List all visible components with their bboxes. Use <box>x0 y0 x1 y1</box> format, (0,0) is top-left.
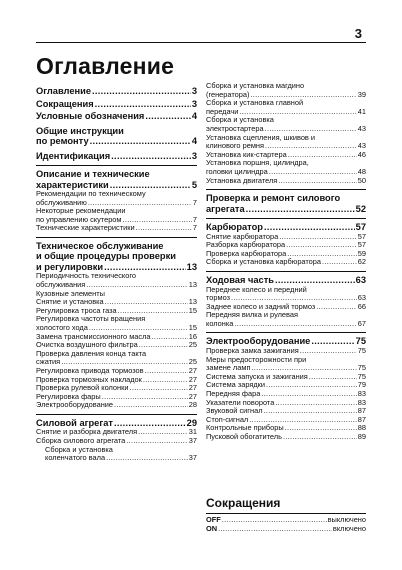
toc-subentry-title: Технические характеристики <box>36 223 135 233</box>
toc-page-number: 66 <box>357 301 366 311</box>
toc-page-number: 5 <box>191 179 197 190</box>
toc-subentry-title: Указатели поворота <box>206 397 275 407</box>
toc-subentry-title: Регулировка фары <box>36 391 101 401</box>
toc-page-number: 13 <box>188 297 197 307</box>
toc-page-number: 67 <box>357 318 366 328</box>
toc-subentry[interactable] <box>206 177 366 186</box>
toc-subentry-title: Снятие карбюратора <box>206 231 279 241</box>
toc-section-title: Проверка и ремонт силового <box>206 193 341 204</box>
section-divider <box>36 165 197 166</box>
toc-subentry-title: обслуживанию <box>36 197 87 207</box>
toc-subentry-title: Пусковой обогатитель <box>206 431 282 441</box>
dot-leader <box>275 275 355 286</box>
toc-subentry-title: Разборка карбюратора <box>206 240 286 250</box>
toc-page-number: 59 <box>357 248 366 258</box>
section-divider <box>36 414 197 415</box>
dot-leader <box>218 525 332 534</box>
toc-subentry-title: Установка сцепления, шкивов и <box>206 132 316 142</box>
dot-leader <box>279 233 357 242</box>
toc-page-number: 57 <box>355 222 366 233</box>
toc-subitems-power-unit-cont <box>206 82 366 185</box>
toc-subentry[interactable] <box>36 224 197 233</box>
toc-page-number: 37 <box>188 436 197 446</box>
toc-page-number: 13 <box>188 280 197 290</box>
toc-entry[interactable] <box>36 99 197 110</box>
abbreviation-code: ON <box>206 523 218 533</box>
toc-page-number: 4 <box>191 111 197 121</box>
toc-subentry-title: передачи <box>206 106 239 116</box>
toc-subentry-title: обслуживания <box>36 280 86 290</box>
toc-page-number: 16 <box>188 331 197 341</box>
toc-page-number: 75 <box>355 336 366 347</box>
toc-subentry[interactable] <box>206 159 366 176</box>
toc-page-number: 63 <box>357 293 366 303</box>
dot-leader <box>152 333 188 342</box>
toc-section-title: агрегата <box>206 203 245 214</box>
section-divider <box>206 218 366 219</box>
toc-entry-identification[interactable] <box>36 151 197 162</box>
toc-page-number: 27 <box>188 366 197 375</box>
toc-page-number: 13 <box>186 261 197 272</box>
toc-page-number: 57 <box>357 231 366 241</box>
dot-leader <box>138 428 188 437</box>
dot-leader <box>222 516 327 525</box>
toc-subentry-title: Проверка давления конца такта <box>36 348 147 358</box>
toc-top-entries <box>36 86 197 122</box>
toc-subentry[interactable] <box>206 286 366 303</box>
toc-subentry-title: Проверка рулевой колонки <box>36 383 129 393</box>
toc-subentry-title: Проверка замка зажигания <box>206 345 299 355</box>
toc-subentry-title: Установка двигателя <box>206 175 278 185</box>
toc-subentry[interactable] <box>206 311 366 328</box>
toc-page-number: 57 <box>357 240 366 250</box>
toc-subentry[interactable] <box>36 272 197 289</box>
toc-page-number: 75 <box>357 363 366 373</box>
toc-page-number: 3 <box>191 98 197 109</box>
page-title: Оглавление <box>36 53 175 79</box>
toc-entry[interactable] <box>36 111 197 122</box>
dot-leader <box>266 381 357 390</box>
toc-subentry[interactable] <box>36 190 197 207</box>
dot-leader <box>286 241 357 250</box>
toc-left-column <box>36 84 197 463</box>
toc-page-number: 83 <box>357 397 366 407</box>
toc-subentry[interactable] <box>206 433 366 442</box>
toc-subentry-title: Очистка воздушного фильтра <box>36 340 138 350</box>
toc-page-number: 43 <box>357 123 366 133</box>
toc-subentry-title: Снятие и установка <box>36 297 104 307</box>
toc-subentry-title: Снятие и разборка двигателя <box>36 427 138 437</box>
dot-leader <box>261 390 356 399</box>
section-divider <box>206 332 366 333</box>
dot-leader <box>95 99 191 110</box>
toc-subentry-title: Регулировка частоты вращения <box>36 314 146 324</box>
toc-subentry-title: Система зарядки <box>206 380 266 390</box>
page-number: 3 <box>354 26 362 41</box>
toc-subentry-title: Установка поршня, цилиндра, <box>206 158 309 168</box>
toc-subentry-title: по управлению скутером <box>36 214 122 224</box>
toc-subentry-title: (генератора) <box>206 89 250 99</box>
toc-page-number: 88 <box>357 423 366 433</box>
toc-page-number: 87 <box>357 414 366 424</box>
toc-entry-title: Сокращения <box>36 98 94 109</box>
toc-subentry-title: Передняя вилка и рулевая <box>206 310 298 320</box>
toc-section-title: характеристики <box>36 179 109 190</box>
toc-page-number: 83 <box>357 388 366 398</box>
toc-subentry-title: клинового ремня <box>206 141 264 151</box>
dot-leader <box>105 298 188 307</box>
dot-leader <box>126 437 188 446</box>
toc-section-maintenance[interactable] <box>36 241 197 273</box>
toc-section-title: и общие процедуры проверки <box>36 251 176 262</box>
toc-subitems-carburetor <box>206 233 366 267</box>
toc-entry-title: Оглавление <box>36 86 91 96</box>
toc-page-number: 27 <box>188 391 197 401</box>
toc-page-number: 63 <box>355 275 366 285</box>
section-divider <box>206 271 366 272</box>
header-rule <box>36 42 366 43</box>
toc-subentry-title: Сборка и установка <box>45 444 113 454</box>
dot-leader <box>283 433 357 442</box>
toc-section-title: Силовой агрегат <box>36 417 113 428</box>
abbreviation-meaning: выключено <box>327 515 366 524</box>
toc-section-title: Техническое обслуживание <box>36 240 164 251</box>
toc-section-technical[interactable] <box>36 169 197 190</box>
toc-page-number: 31 <box>188 427 197 437</box>
toc-page-number: 3 <box>191 86 197 96</box>
toc-entry-title: по ремонту <box>36 136 89 146</box>
toc-subentry[interactable] <box>206 99 366 116</box>
toc-subentry-title: Установка кик-стартера <box>206 149 287 159</box>
abbreviations-rule <box>206 513 366 514</box>
dot-leader <box>106 454 188 463</box>
toc-page-number: 25 <box>188 357 197 367</box>
toc-page-number: 7 <box>192 197 197 207</box>
toc-subentry[interactable] <box>206 116 366 133</box>
toc-subentry-title: Сборка и установка магдино <box>206 81 305 90</box>
toc-subitems-electrical <box>206 347 366 442</box>
toc-subentry-title: Сборка и установка карбюратора <box>206 257 322 267</box>
dot-leader <box>269 168 357 177</box>
toc-subentry[interactable] <box>206 356 366 373</box>
toc-section-title: и регулировки <box>36 261 104 272</box>
dot-leader <box>130 384 188 393</box>
dot-leader <box>234 320 356 329</box>
toc-subentry-title: колонка <box>206 318 234 328</box>
toc-page-number: 48 <box>357 166 366 176</box>
toc-subentry-title: Замена трансмиссионного масла <box>36 331 151 341</box>
abbreviation-meaning: включено <box>332 523 366 533</box>
toc-page-number: 75 <box>357 371 366 381</box>
dot-leader <box>316 303 356 312</box>
dot-leader <box>145 111 190 122</box>
toc-subentry-title: Система запуска и зажигания <box>206 371 308 381</box>
dot-leader <box>285 424 357 433</box>
toc-page-number: 37 <box>188 453 197 463</box>
toc-right-column <box>206 82 366 442</box>
toc-entry-title: Общие инструкции <box>36 125 124 136</box>
abbreviation-entry <box>206 525 366 534</box>
toc-subentry-title: Некоторые рекомендации <box>36 206 126 216</box>
toc-subentry-title: Регулировка троса газа <box>36 305 117 315</box>
toc-page-number: 7 <box>192 214 197 224</box>
toc-subentry-title: Сборка и установка <box>206 115 274 125</box>
toc-subentry[interactable] <box>206 258 366 267</box>
dot-leader <box>145 367 188 376</box>
section-divider <box>206 189 366 190</box>
dot-leader <box>92 86 191 97</box>
toc-subentry-title: тормоз <box>206 293 231 303</box>
toc-subentry[interactable] <box>36 315 197 332</box>
toc-page-number: 52 <box>355 203 366 214</box>
toc-page-number: 46 <box>357 149 366 159</box>
toc-subentry[interactable] <box>36 446 197 463</box>
toc-subentry-title: Заднее колесо и задний тормоз <box>206 301 316 311</box>
toc-subentry[interactable] <box>206 82 366 99</box>
toc-page-number: 41 <box>357 106 366 116</box>
toc-subentry-title: Регулировка привода тормозов <box>36 366 144 375</box>
dot-leader <box>139 341 188 350</box>
toc-entry-instructions[interactable] <box>36 126 197 147</box>
toc-page-number: 25 <box>188 340 197 350</box>
toc-subitems-chassis <box>206 286 366 329</box>
dot-leader <box>309 373 357 382</box>
dot-leader <box>90 136 191 147</box>
toc-page-number: 27 <box>188 383 197 393</box>
toc-subitems-power-unit <box>36 428 197 462</box>
toc-section-title: Электрооборудование <box>206 336 311 347</box>
dot-leader <box>136 224 192 233</box>
toc-subentry[interactable] <box>36 207 197 224</box>
toc-page-number: 62 <box>357 257 366 267</box>
toc-subitems-maintenance <box>36 272 197 410</box>
abbreviations-list <box>206 516 366 533</box>
dot-leader <box>278 177 356 186</box>
toc-page-number: 15 <box>188 305 197 315</box>
toc-page-number: 87 <box>357 406 366 416</box>
dot-leader <box>246 204 355 215</box>
toc-subentry-title: Проверка карбюратора <box>206 248 287 258</box>
dot-leader <box>300 347 357 356</box>
toc-page-number: 75 <box>357 345 366 355</box>
toc-page-number: 43 <box>357 141 366 151</box>
toc-page-number: 89 <box>357 431 366 441</box>
toc-subentry-title: сжатия <box>36 357 61 367</box>
toc-page-number: 79 <box>357 380 366 390</box>
toc-subentry-title: холостого хода <box>36 323 88 333</box>
toc-page-number: 27 <box>188 374 197 384</box>
toc-page-number: 3 <box>191 150 197 161</box>
toc-subentry-title: Контрольные приборы <box>206 423 284 433</box>
dot-leader <box>275 399 356 408</box>
toc-page-number: 28 <box>188 400 197 410</box>
toc-page-number: 7 <box>192 223 197 233</box>
toc-subentry-title: Переднее колесо и передний <box>206 284 307 294</box>
toc-subentry-title: Звуковой сигнал <box>206 406 263 416</box>
dot-leader <box>111 151 191 162</box>
toc-subentry-title: замене ламп <box>206 363 251 373</box>
dot-leader <box>143 376 188 385</box>
dot-leader <box>264 407 357 416</box>
toc-page-number: 50 <box>357 175 366 185</box>
dot-leader <box>102 393 188 402</box>
toc-entry-title: Условные обозначения <box>36 111 145 121</box>
toc-subitems-technical <box>36 190 197 233</box>
toc-section-title: Описание и технические <box>36 169 150 179</box>
toc-page-number: 29 <box>186 417 197 428</box>
dot-leader <box>311 336 354 347</box>
toc-subentry[interactable] <box>206 134 366 151</box>
toc-subentry-title: коленчатого вала <box>45 453 106 463</box>
toc-subentry-title: Меры предосторожности при <box>206 354 307 364</box>
toc-page-number: 15 <box>188 323 197 333</box>
toc-subentry-title: Сборка и установка главной <box>206 98 304 108</box>
toc-subentry-title: электростартера <box>206 123 264 133</box>
abbreviations-title: Сокращения <box>206 496 281 510</box>
dot-leader <box>322 258 357 267</box>
abbreviation-code: OFF <box>206 515 221 524</box>
toc-entry[interactable] <box>36 86 197 97</box>
toc-subentry-title: Периодичность технического <box>36 271 136 281</box>
toc-subentry-title: Сборка силового агрегата <box>36 436 126 446</box>
toc-entry-title: Идентификация <box>36 150 111 161</box>
dot-leader <box>114 401 188 410</box>
toc-subentry-title: Стоп-сигнал <box>206 414 249 424</box>
toc-section-repair[interactable] <box>206 193 366 214</box>
toc-subentry-title: Передняя фара <box>206 388 261 398</box>
toc-page-number: 39 <box>357 89 366 99</box>
toc-subentry[interactable] <box>36 350 197 367</box>
toc-subentry-title: Рекомендации по техническому <box>36 189 146 198</box>
toc-section-title: Ходовая часть <box>206 275 274 285</box>
toc-page-number: 4 <box>191 136 197 146</box>
section-divider <box>36 237 197 238</box>
toc-subentry-title: головки цилиндра <box>206 166 268 176</box>
toc-subentry-title: Кузовные элементы <box>36 288 105 298</box>
toc-subentry-title: Проверка тормозных накладок <box>36 374 142 384</box>
toc-section-title: Карбюратор <box>206 222 263 233</box>
toc-subentry-title: Электрооборудование <box>36 400 114 410</box>
toc-section-chassis[interactable] <box>206 275 366 286</box>
toc-subentry[interactable] <box>36 401 197 410</box>
